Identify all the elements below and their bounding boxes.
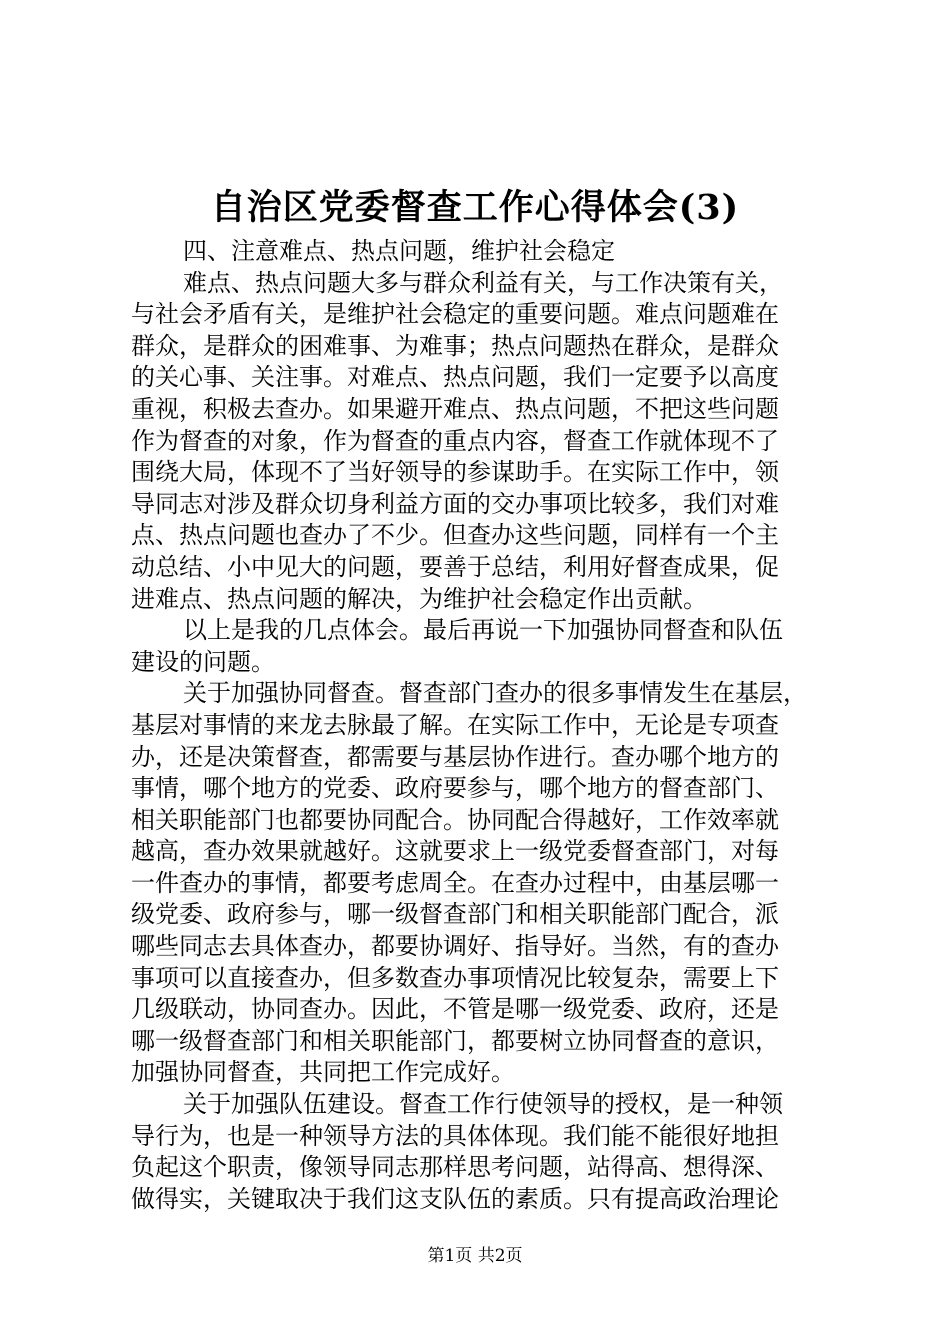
section-heading: 四、注意难点、热点问题，维护社会稳定 — [183, 237, 615, 265]
paragraph-line: 关于加强协同督查。督查部门查办的很多事情发生在基层， — [183, 679, 807, 708]
paragraph-line: 作为督查的对象，作为督查的重点内容，督查工作就体现不了 — [131, 426, 779, 455]
paragraph-line: 办，还是决策督查，都需要与基层协作进行。查办哪个地方的 — [131, 742, 779, 771]
paragraph-line: 事情，哪个地方的党委、政府要参与，哪个地方的督查部门、 — [131, 774, 779, 803]
document-body — [131, 236, 831, 1215]
paragraph-line: 哪些同志去具体查办，都要协调好、指导好。当然，有的查办 — [131, 932, 779, 961]
paragraph-line: 动总结、小中见大的问题，要善于总结，利用好督查成果，促 — [131, 552, 779, 581]
page-title: 自治区党委督查工作心得体会(3) — [210, 187, 740, 228]
paragraph-line: 加强协同督查，共同把工作完成好。 — [131, 1058, 515, 1087]
paragraph-line: 难点、热点问题大多与群众利益有关，与工作决策有关， — [183, 268, 783, 297]
paragraph-line: 哪一级督查部门和相关职能部门，都要树立协同督查的意识， — [131, 1026, 779, 1055]
paragraph-line: 级党委、政府参与，哪一级督查部门和相关职能部门配合，派 — [131, 900, 779, 929]
paragraph-line: 围绕大局，体现不了当好领导的参谋助手。在实际工作中，领 — [131, 458, 779, 487]
paragraph-line: 导行为，也是一种领导方法的具体体现。我们能不能很好地担 — [131, 1121, 779, 1150]
page-footer: 第1页 共2页 — [427, 1246, 523, 1266]
paragraph-line: 导同志对涉及群众切身利益方面的交办事项比较多，我们对难 — [131, 489, 779, 518]
paragraph-line: 进难点、热点问题的解决，为维护社会稳定作出贡献。 — [131, 584, 707, 613]
paragraph-line: 关于加强队伍建设。督查工作行使领导的授权，是一种领 — [183, 1090, 783, 1119]
paragraph-line: 以上是我的几点体会。最后再说一下加强协同督查和队伍 — [183, 616, 783, 645]
paragraph-line: 点、热点问题也查办了不少。但查办这些问题，同样有一个主 — [131, 521, 779, 550]
paragraph-line: 越高，查办效果就越好。这就要求上一级党委督查部门，对每 — [131, 837, 779, 866]
paragraph-line: 事项可以直接查办，但多数查办事项情况比较复杂，需要上下 — [131, 963, 779, 992]
paragraph-line: 的关心事、关注事。对难点、热点问题，我们一定要予以高度 — [131, 363, 779, 392]
paragraph-line: 群众，是群众的困难事、为难事；热点问题热在群众，是群众 — [131, 331, 779, 360]
paragraph-line: 相关职能部门也都要协同配合。协同配合得越好，工作效率就 — [131, 805, 779, 834]
paragraph-line: 与社会矛盾有关，是维护社会稳定的重要问题。难点问题难在 — [131, 300, 779, 329]
paragraph-line: 几级联动，协同查办。因此，不管是哪一级党委、政府，还是 — [131, 995, 779, 1024]
paragraph-line: 做得实，关键取决于我们这支队伍的素质。只有提高政治理论 — [131, 1184, 779, 1213]
paragraph-line: 建设的问题。 — [131, 647, 275, 676]
paragraph-line: 重视，积极去查办。如果避开难点、热点问题，不把这些问题 — [131, 394, 779, 423]
paragraph-line: 负起这个职责，像领导同志那样思考问题，站得高、想得深、 — [131, 1153, 779, 1182]
paragraph-line: 基层对事情的来龙去脉最了解。在实际工作中，无论是专项查 — [131, 710, 779, 739]
paragraph-line: 一件查办的事情，都要考虑周全。在查办过程中，由基层哪一 — [131, 868, 779, 897]
